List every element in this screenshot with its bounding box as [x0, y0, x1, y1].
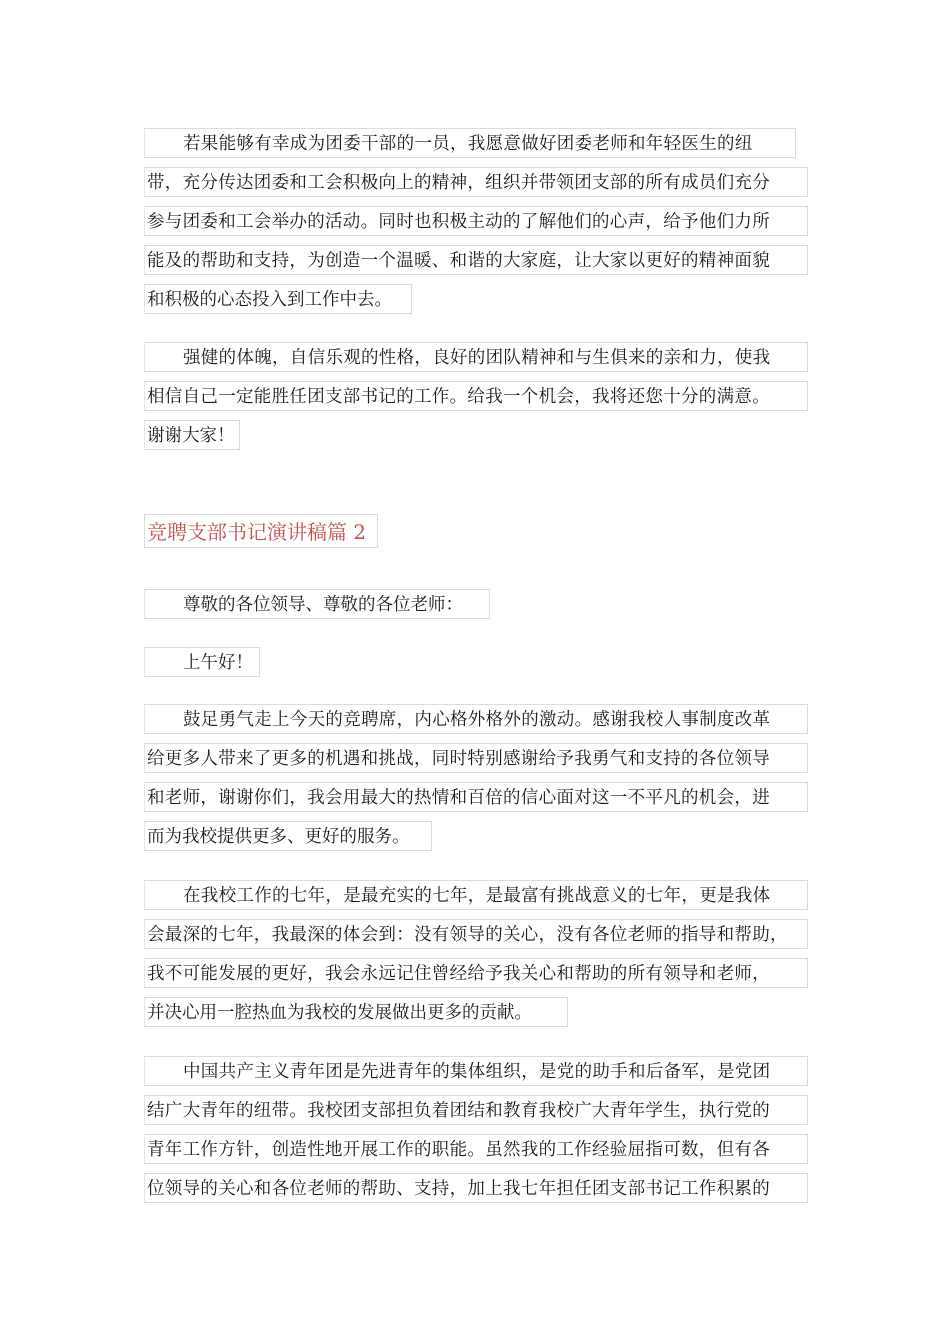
- text-line: 在我校工作的七年，是最充实的七年，是最富有挑战意义的七年，更是我体: [144, 880, 808, 910]
- text-line: 我不可能发展的更好，我会永远记住曾经给予我关心和帮助的所有领导和老师，: [144, 958, 808, 988]
- text-line: 和积极的心态投入到工作中去。: [144, 284, 412, 314]
- text-line: 会最深的七年，我最深的体会到：没有领导的关心，没有各位老师的指导和帮助，: [144, 919, 808, 949]
- text-line: 相信自己一定能胜任团支部书记的工作。给我一个机会，我将还您十分的满意。: [144, 381, 808, 411]
- text-line: 谢谢大家！: [144, 420, 240, 450]
- text-line: 给更多人带来了更多的机遇和挑战，同时特别感谢给予我勇气和支持的各位领导: [144, 743, 808, 773]
- text-line: 强健的体魄，自信乐观的性格，良好的团队精神和与生俱来的亲和力，使我: [144, 342, 808, 372]
- text-line: 中国共产主义青年团是先进青年的集体组织，是党的助手和后备军，是党团: [144, 1056, 808, 1086]
- greeting-line: 上午好！: [144, 647, 260, 677]
- text-line: 结广大青年的纽带。我校团支部担负着团结和教育我校广大青年学生，执行党的: [144, 1095, 808, 1125]
- text-line: 能及的帮助和支持，为创造一个温暖、和谐的大家庭，让大家以更好的精神面貌: [144, 245, 808, 275]
- salutation-line: 尊敬的各位领导、尊敬的各位老师：: [144, 589, 490, 619]
- text-line: 而为我校提供更多、更好的服务。: [144, 821, 432, 851]
- text-line: 鼓足勇气走上今天的竞聘席，内心格外格外的激动。感谢我校人事制度改革: [144, 704, 808, 734]
- text-line: 若果能够有幸成为团委干部的一员，我愿意做好团委老师和年轻医生的纽: [144, 128, 796, 158]
- section-heading: 竞聘支部书记演讲稿篇 2: [144, 514, 378, 548]
- text-line: 带，充分传达团委和工会积极向上的精神，组织并带领团支部的所有成员们充分: [144, 167, 808, 197]
- text-line: 位领导的关心和各位老师的帮助、支持，加上我七年担任团支部书记工作积累的: [144, 1173, 808, 1203]
- text-line: 参与团委和工会举办的活动。同时也积极主动的了解他们的心声，给予他们力所: [144, 206, 808, 236]
- text-line: 并决心用一腔热血为我校的发展做出更多的贡献。: [144, 997, 568, 1027]
- text-line: 青年工作方针，创造性地开展工作的职能。虽然我的工作经验屈指可数，但有各: [144, 1134, 808, 1164]
- text-line: 和老师，谢谢你们，我会用最大的热情和百倍的信心面对这一不平凡的机会，进: [144, 782, 808, 812]
